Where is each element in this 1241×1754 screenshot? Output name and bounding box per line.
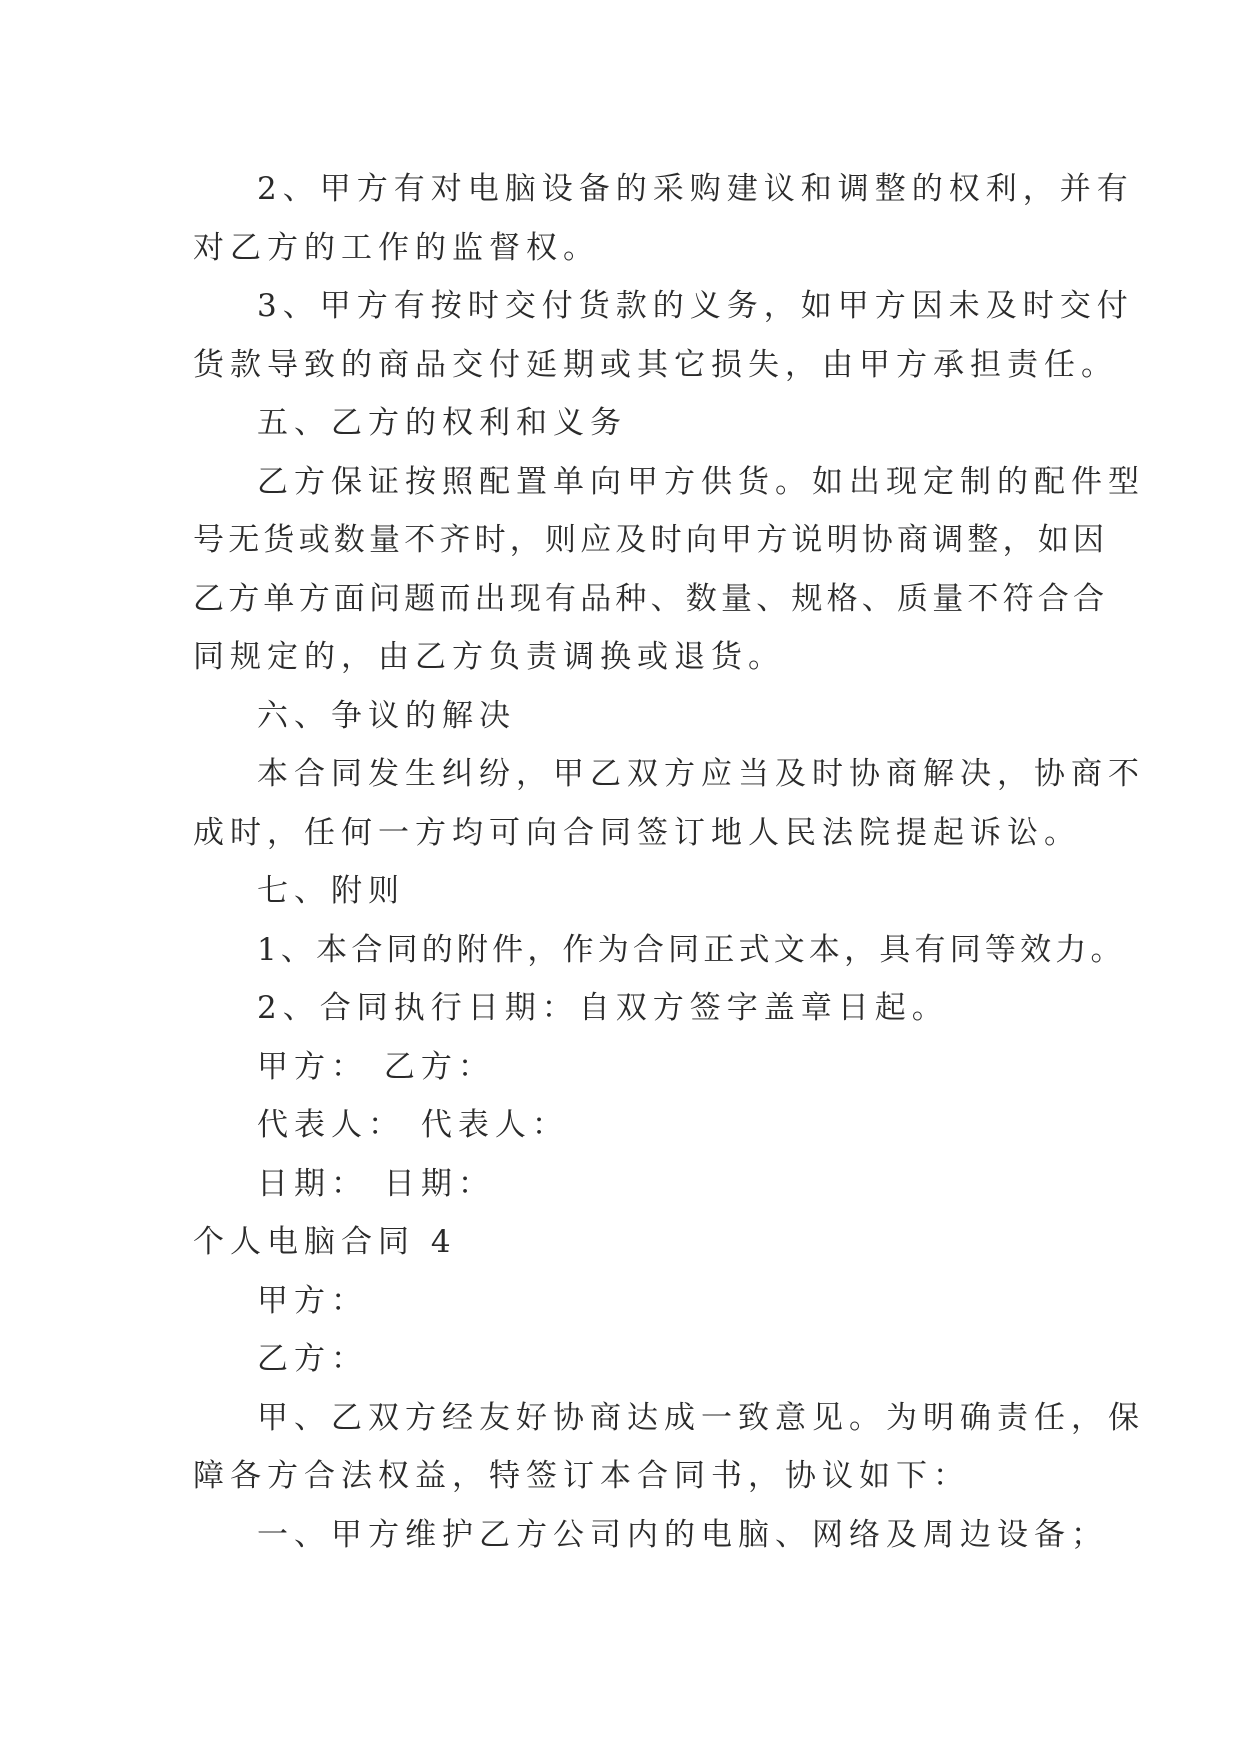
signature-line: 代表人： 代表人： (257, 1107, 569, 1143)
contract-title: 个人电脑合同 4 (193, 1224, 457, 1260)
signature-line: 甲方： 乙方： (257, 1048, 495, 1085)
paragraph-line: 货款导致的商品交付延期或其它损失，由甲方承担责任。 (193, 346, 1118, 383)
paragraph-line: 一、甲方维护乙方公司内的电脑、网络及周边设备； (257, 1516, 1108, 1553)
paragraph-line: 3、甲方有按时交付货款的义务，如甲方因未及时交付 (257, 288, 1134, 324)
paragraph-line: 本合同发生纠纷，甲乙双方应当及时协商解决，协商不 (257, 756, 1145, 792)
document-body (193, 160, 1145, 1564)
paragraph-line: 乙方保证按照配置单向甲方供货。如出现定制的配件型 (257, 463, 1145, 500)
paragraph-line: 甲、乙双方经友好协商达成一致意见。为明确责任，保 (257, 1399, 1145, 1436)
section-heading: 五、乙方的权利和义务 (257, 405, 627, 441)
paragraph-line: 对乙方的工作的监督权。 (193, 229, 600, 266)
paragraph-line: 成时，任何一方均可向合同签订地人民法院提起诉讼。 (193, 814, 1081, 851)
party-line: 甲方： (257, 1282, 368, 1319)
paragraph-line: 2、甲方有对电脑设备的采购建议和调整的权利，并有 (257, 171, 1134, 207)
signature-line: 日期： 日期： (257, 1165, 495, 1202)
paragraph-line: 乙方单方面问题而出现有品种、数量、规格、质量不符合合 (193, 580, 1109, 617)
paragraph-line: 同规定的，由乙方负责调换或退货。 (193, 639, 785, 675)
paragraph-line: 号无货或数量不齐时，则应及时向甲方说明协商调整，如因 (193, 522, 1109, 558)
paragraph-line: 1、本合同的附件，作为合同正式文本，具有同等效力。 (257, 931, 1126, 968)
party-line: 乙方： (257, 1341, 368, 1377)
section-heading: 六、争议的解决 (257, 697, 516, 734)
paragraph-line: 障各方合法权益，特签订本合同书，协议如下： (193, 1458, 970, 1494)
paragraph-line: 2、合同执行日期：自双方签字盖章日起。 (257, 990, 949, 1026)
section-heading: 七、附则 (257, 873, 405, 909)
